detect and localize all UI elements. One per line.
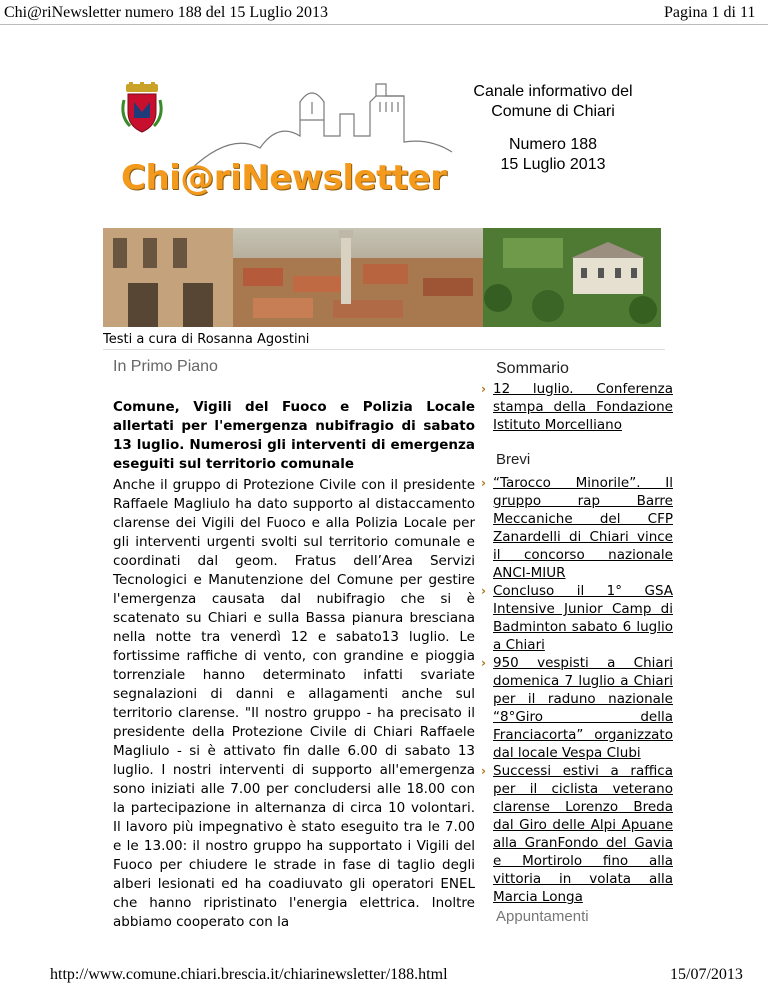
channel-description [443,82,663,122]
issue-info [443,135,663,175]
summary-item[interactable] [478,380,673,434]
print-header-divider [0,24,768,25]
issue-number: Numero 188 [508,136,598,153]
print-header-page: Pagina 1 di 11 [664,4,756,21]
masthead [105,62,660,210]
issue-date: 15 Luglio 2013 [500,156,606,173]
brevi-item[interactable] [478,474,673,582]
brevi-link[interactable]: 950 vespisti a Chiari domenica 7 luglio a Chiari per il raduno nazionale “8°Giro della Franciacorta” organizzato dal locale Vespa Clubi [493,655,673,761]
brevi-item[interactable] [478,654,673,762]
sidebar-title-appuntamenti: Appuntamenti [496,908,589,925]
brevi-link[interactable]: Successi estivi a raffica per il ciclista veterano clarense Lorenzo Breda dal Giro delle Alpi Apuane alla GranFondo del Gavia e Mortirolo fino alla vittoria in volata alla Marcia Longa [493,763,673,905]
newsletter-logo: Chi@riNewsletter [121,158,447,198]
print-header-title: Chi@riNewsletter numero 188 del 15 Luglio 2013 [4,4,329,21]
brevi-link[interactable]: “Tarocco Minorile”. Il gruppo rap Barre Meccaniche del CFP Zanardelli di Chiari vince il concorso nazionale ANCI-MIUR [493,475,673,581]
article-body: Anche il gruppo di Protezione Civile con il presidente Raffaele Magliulo ha dato supporto al distaccamento clarense dei Vigili del Fuoco e alla Polizia Locale per gli interventi urgenti svolti sul territorio comunale e coordinati dal geom. Fratus dell’Area Servizi Tecnologici e Manutenzione del Comune per gestire l'emergenza causata dal nubifragio che si è scatenato su Chiari e sulla Bassa pianura bresciana nella notte tra venerdì 12 e sabato13 luglio. Le fortissime raffiche di vento, con grandine e pioggia torrenziale hanno determinato infatti svariate segnalazioni di danni e allagamenti anche sul territorio clarense. "Il nostro gruppo - ha precisato il presidente della Protezione Civile di Chiari Raffaele Magliulo - si è attivato fin dalle 6.00 di sabato 13 luglio. I nostri interventi di supporto all'emergenza sono iniziati alle 7.00 per concludersi alle 18.00 con la partecipazione in alternanza di circa 10 volontari. Il lavoro più impegnativo è stato eseguito tra le 7.00 e le 13.00: il nostro gruppo ha supportato i Vigili del Fuoco per chiudere le strade in fase di taglio degli alberi lesionati ed ha coadiuvato gli operatori ENEL che hanno ripristinato l'energia elettrica. Inoltre abbiamo cooperato con la [113,477,475,930]
chevron-right-icon: › [481,476,486,490]
brevi-list [478,474,673,906]
channel-line-1: Canale informativo del [473,83,633,100]
section-title-primo-piano: In Primo Piano [113,358,218,375]
brevi-link[interactable]: Concluso il 1° GSA Intensive Junior Camp di Badminton sabato 6 luglio a Chiari [493,583,673,653]
sidebar-title-brevi: Brevi [496,451,531,468]
skyline-icon [190,62,460,172]
channel-line-2: Comune di Chiari [491,103,615,120]
summary-link[interactable]: 12 luglio. Conferenza stampa della Fondazione Istituto Morcelliano [493,381,673,433]
sidebar-summary-list [478,380,673,434]
article-headline: Comune, Vigili del Fuoco e Polizia Locale allertati per l'emergenza nubifragio di sabato 13 luglio. Numerosi gli interventi di emergenza eseguiti sul territorio comunale [113,399,475,472]
brevi-item[interactable] [478,762,673,906]
print-footer-url: http://www.comune.chiari.brescia.it/chiarinewsletter/188.html [50,966,448,983]
chevron-right-icon: › [481,382,486,396]
print-footer-date: 15/07/2013 [670,966,743,983]
sidebar-title-sommario: Sommario [496,360,569,377]
credits-line: Testi a cura di Rosanna Agostini [103,332,310,347]
city-banner-image [103,228,661,327]
brevi-item[interactable] [478,582,673,654]
coat-of-arms-icon [120,82,164,134]
chevron-right-icon: › [481,656,486,670]
chevron-right-icon: › [481,584,486,598]
chevron-right-icon: › [481,764,486,778]
credits-divider [103,349,665,350]
